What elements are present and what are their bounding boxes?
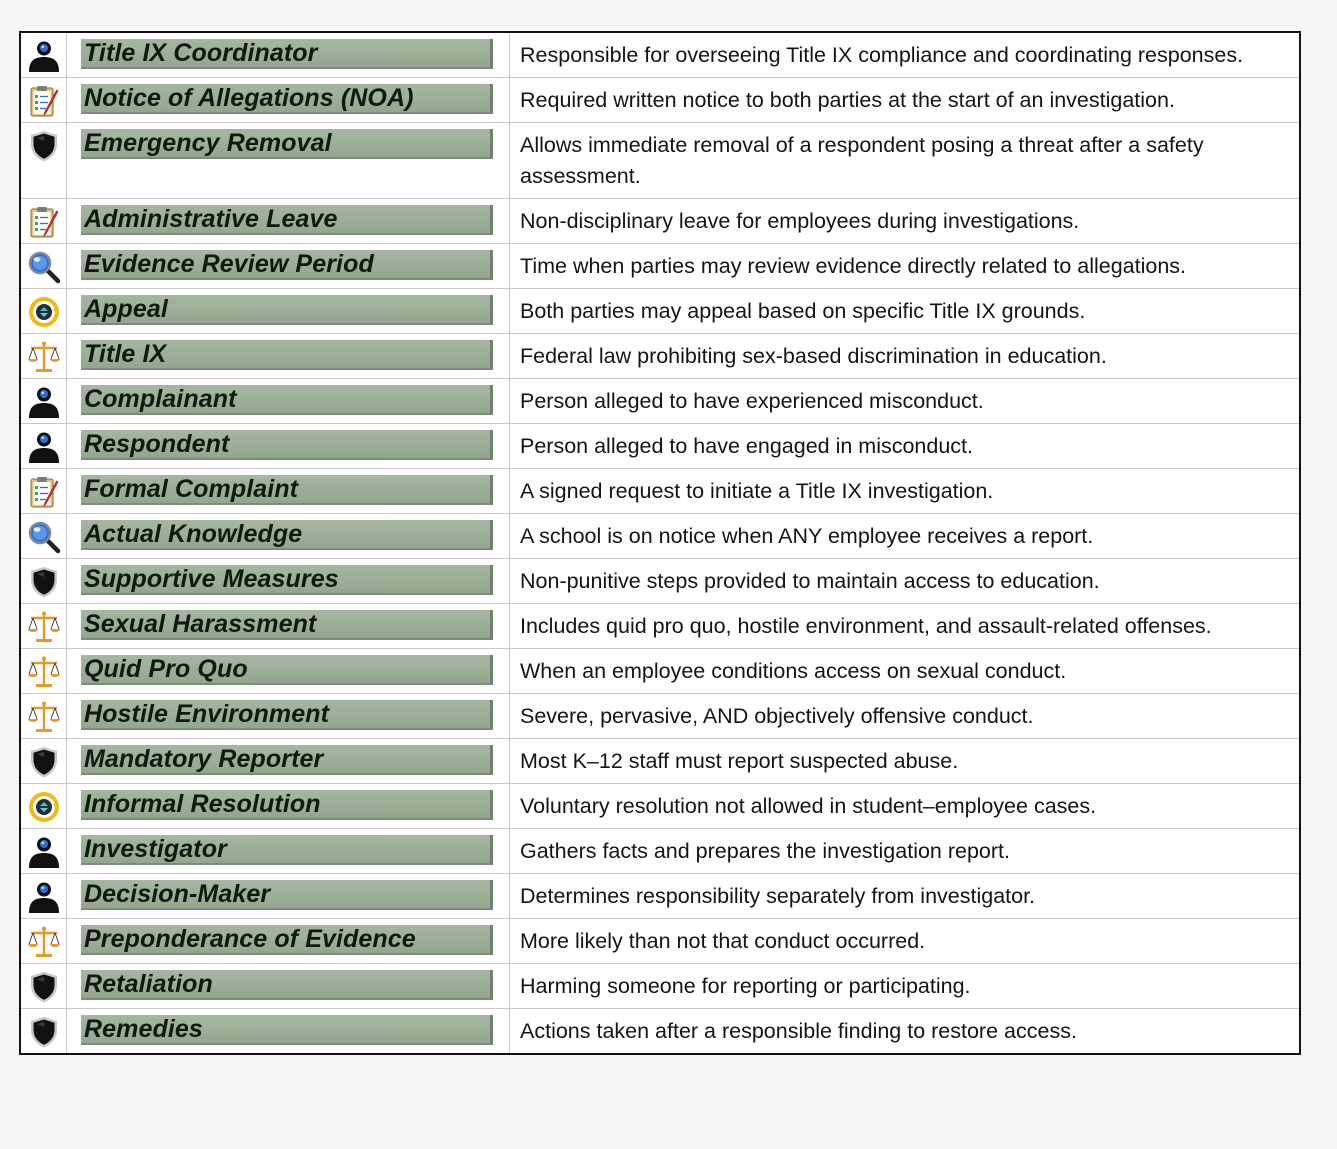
term-cell [67,559,510,603]
term-name: Complainant [84,384,237,413]
term-definition: Harming someone for reporting or participating. [520,974,971,998]
term-cell [67,199,510,243]
term-label-bar [81,250,493,280]
person-icon [21,424,67,468]
term-definition: Responsible for overseeing Title IX compliance and coordinating responses. [520,43,1244,67]
term-label-bar [81,84,493,114]
table-row [21,334,1299,379]
table-row [21,784,1299,829]
clipboard-icon [21,199,67,243]
term-name: Preponderance of Evidence [84,924,416,953]
term-name: Retaliation [84,969,213,998]
shield-icon [21,739,67,783]
table-row [21,649,1299,694]
term-definition: Allows immediate removal of a respondent posing a threat after a safety assessment. [520,133,1204,188]
term-definition: When an employee conditions access on sexual conduct. [520,659,1067,683]
table-row [21,78,1299,123]
table-row [21,1009,1299,1053]
term-label-bar [81,700,493,730]
term-cell [67,694,510,738]
term-definition: A school is on notice when ANY employee receives a report. [520,524,1094,548]
shield-icon [21,123,67,198]
person-icon [21,379,67,423]
table-row [21,469,1299,514]
term-cell [67,244,510,288]
term-definition: Most K–12 staff must report suspected abuse. [520,749,959,773]
term-definition: Time when parties may review evidence directly related to allegations. [520,254,1187,278]
term-name: Hostile Environment [84,699,329,728]
term-name: Appeal [84,294,168,323]
term-cell [67,424,510,468]
term-label-bar [81,880,493,910]
person-icon [21,33,67,77]
term-cell [67,379,510,423]
term-definition: Person alleged to have engaged in misconduct. [520,434,974,458]
table-row [21,919,1299,964]
term-cell [67,874,510,918]
term-name: Title IX Coordinator [84,38,318,67]
person-icon [21,829,67,873]
term-cell [67,649,510,693]
table-row [21,604,1299,649]
table-row [21,964,1299,1009]
scales-icon [21,694,67,738]
term-cell [67,1009,510,1053]
table-row [21,123,1299,199]
term-definition: Both parties may appeal based on specific Title IX grounds. [520,299,1086,323]
scales-icon [21,649,67,693]
term-label-bar [81,385,493,415]
term-label-bar [81,520,493,550]
term-label-bar [81,835,493,865]
term-label-bar [81,790,493,820]
term-cell [67,289,510,333]
term-cell [67,78,510,122]
term-cell [67,829,510,873]
term-label-bar [81,295,493,325]
term-label-bar [81,610,493,640]
term-label-bar [81,475,493,505]
term-name: Formal Complaint [84,474,299,503]
term-cell [67,33,510,77]
term-label-bar [81,340,493,370]
shield-icon [21,559,67,603]
term-cell [67,919,510,963]
table-row [21,874,1299,919]
person-icon [21,874,67,918]
term-definition: More likely than not that conduct occurred. [520,929,926,953]
table-row [21,199,1299,244]
table-row [21,829,1299,874]
term-label-bar [81,655,493,685]
term-definition: Non-punitive steps provided to maintain access to education. [520,569,1100,593]
term-name: Decision-Maker [84,879,271,908]
clipboard-icon [21,469,67,513]
term-name: Administrative Leave [84,204,338,233]
scales-icon [21,919,67,963]
term-name: Quid Pro Quo [84,654,248,683]
term-label-bar [81,205,493,235]
term-name: Investigator [84,834,227,863]
cycle-icon [21,289,67,333]
term-label-bar [81,1015,493,1045]
term-name: Evidence Review Period [84,249,374,278]
shield-icon [21,964,67,1008]
term-cell [67,469,510,513]
table-row [21,424,1299,469]
table-row [21,33,1299,78]
term-definition: Gathers facts and prepares the investigation report. [520,839,1010,863]
term-label-bar [81,39,493,69]
magnifier-icon [21,514,67,558]
term-name: Emergency Removal [84,128,332,157]
term-label-bar [81,925,493,955]
term-definition: Required written notice to both parties at the start of an investigation. [520,88,1175,112]
term-definition: Non-disciplinary leave for employees during investigations. [520,209,1080,233]
term-name: Notice of Allegations (NOA) [84,83,414,112]
term-cell [67,784,510,828]
term-label-bar [81,565,493,595]
term-definition: Voluntary resolution not allowed in student–employee cases. [520,794,1097,818]
term-definition: Actions taken after a responsible finding to restore access. [520,1019,1077,1043]
term-name: Title IX [84,339,167,368]
term-definition: A signed request to initiate a Title IX investigation. [520,479,994,503]
term-cell [67,123,510,198]
term-name: Supportive Measures [84,564,339,593]
term-cell [67,964,510,1008]
magnifier-icon [21,244,67,288]
table-row [21,244,1299,289]
table-row [21,739,1299,784]
term-definition: Federal law prohibiting sex-based discrimination in education. [520,344,1107,368]
term-definition: Person alleged to have experienced misconduct. [520,389,984,413]
clipboard-icon [21,78,67,122]
term-name: Informal Resolution [84,789,321,818]
term-name: Mandatory Reporter [84,744,324,773]
table-row [21,514,1299,559]
term-cell [67,604,510,648]
term-name: Remedies [84,1014,203,1043]
term-definition: Determines responsibility separately from investigator. [520,884,1036,908]
cycle-icon [21,784,67,828]
term-label-bar [81,970,493,1000]
term-label-bar [81,745,493,775]
table-row [21,379,1299,424]
term-cell [67,514,510,558]
table-row [21,559,1299,604]
scales-icon [21,334,67,378]
title-ix-glossary-table [19,31,1301,1055]
term-definition: Severe, pervasive, AND objectively offensive conduct. [520,704,1034,728]
term-cell [67,334,510,378]
term-label-bar [81,129,493,159]
term-definition: Includes quid pro quo, hostile environment, and assault-related offenses. [520,614,1212,638]
term-cell [67,739,510,783]
term-name: Respondent [84,429,230,458]
table-row [21,289,1299,334]
table-row [21,694,1299,739]
scales-icon [21,604,67,648]
term-label-bar [81,430,493,460]
shield-icon [21,1009,67,1053]
term-name: Actual Knowledge [84,519,303,548]
term-name: Sexual Harassment [84,609,317,638]
